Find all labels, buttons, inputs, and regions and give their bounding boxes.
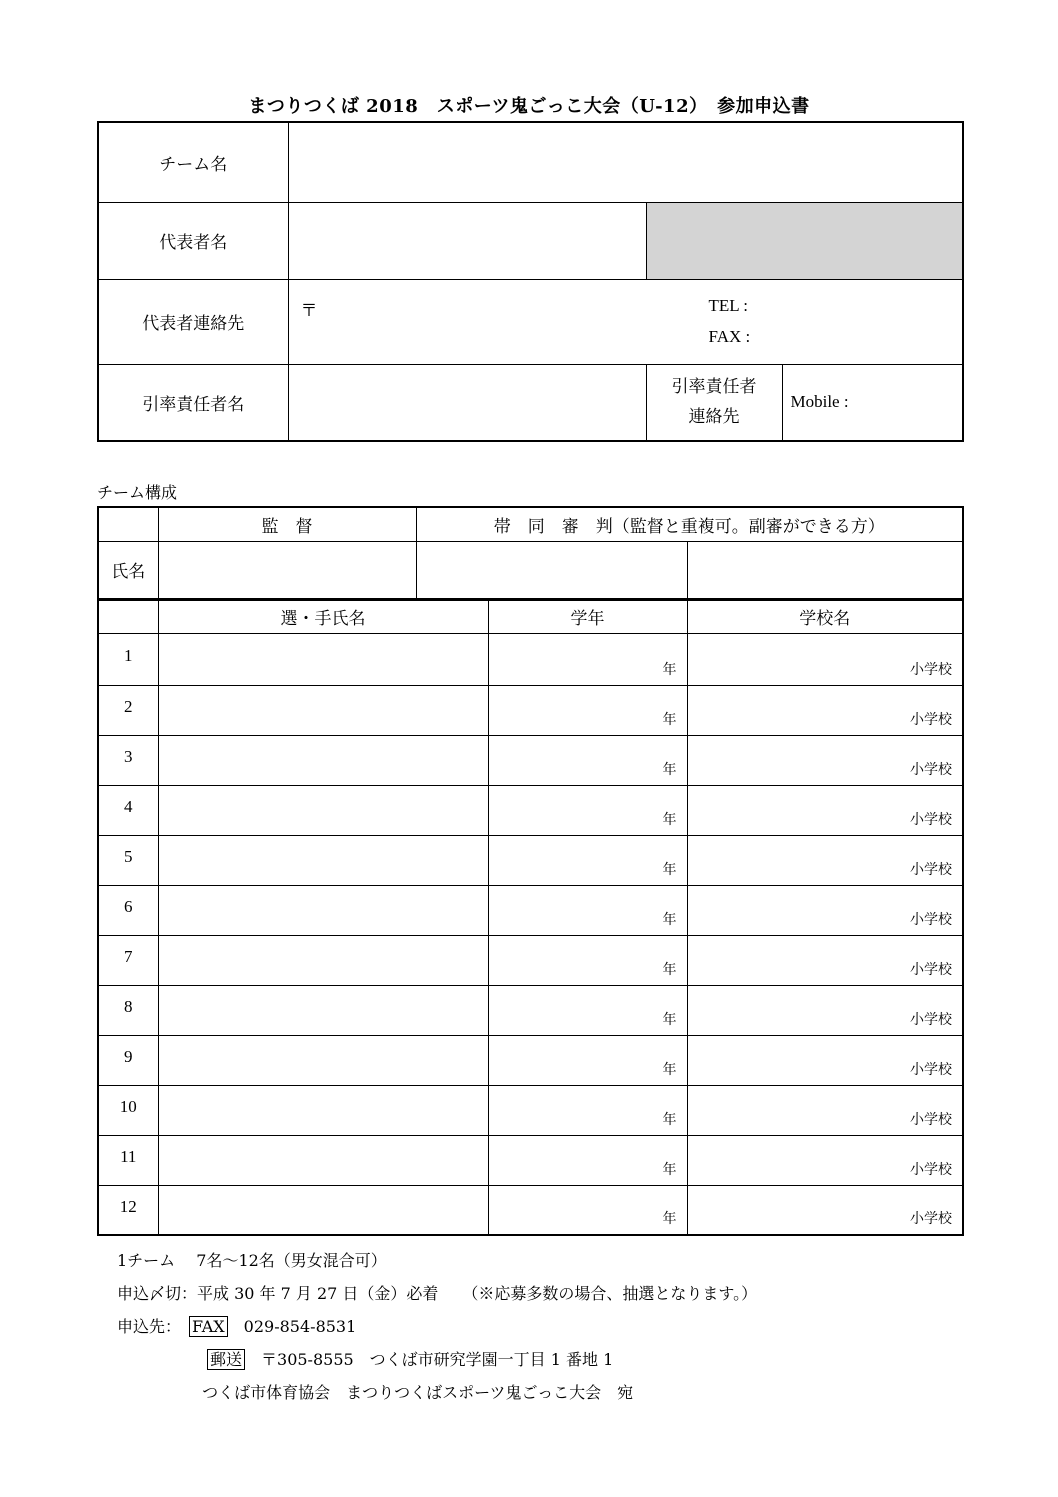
team-name-field[interactable] <box>288 122 963 202</box>
row-number: 8 <box>98 985 158 1035</box>
row-number: 12 <box>98 1185 158 1235</box>
team-size-note: 1チーム 7名～12名（男女混合可） <box>117 1251 387 1270</box>
leader-contact-label <box>646 364 782 441</box>
leader-contact-label-line2: 連絡先 <box>688 407 740 428</box>
leader-name-field[interactable] <box>288 364 646 441</box>
player-name-field[interactable] <box>158 1035 488 1085</box>
grade-suffix: 年 <box>662 1061 677 1078</box>
grade-field[interactable] <box>488 1185 687 1235</box>
grade-suffix: 年 <box>662 1161 677 1178</box>
school-field[interactable] <box>687 735 963 785</box>
referee-header: 帯 同 審 判（監督と重複可。副審ができる方） <box>416 507 963 541</box>
school-field[interactable] <box>687 785 963 835</box>
row-number: 4 <box>98 785 158 835</box>
grade-field[interactable] <box>488 885 687 935</box>
rep-contact-label: 代表者連絡先 <box>98 279 288 364</box>
school-field[interactable] <box>687 1135 963 1185</box>
rep-contact-field[interactable] <box>288 279 963 364</box>
tel-label: TEL : <box>708 295 748 315</box>
submission-label: 申込先： <box>117 1317 190 1336</box>
player-name-field[interactable] <box>158 935 488 985</box>
player-name-field[interactable] <box>158 1185 488 1235</box>
page-title: まつりつくば 2018 スポーツ鬼ごっこ大会（U-12） 参加申込書 <box>248 96 810 117</box>
grade-field[interactable] <box>488 985 687 1035</box>
player-name-field[interactable] <box>158 735 488 785</box>
player-row <box>98 785 963 835</box>
row-number: 10 <box>98 1085 158 1135</box>
submission-line <box>117 1310 757 1343</box>
fax-box: FAX <box>189 1316 228 1337</box>
school-field[interactable] <box>687 935 963 985</box>
team-composition-table <box>97 506 964 1236</box>
name-label: 氏名 <box>98 541 158 599</box>
school-field[interactable] <box>687 1035 963 1085</box>
school-field[interactable] <box>687 685 963 735</box>
player-name-field[interactable] <box>158 1135 488 1185</box>
rep-name-field[interactable] <box>288 202 646 279</box>
team-name-label: チーム名 <box>98 122 288 202</box>
postal-mark: 〒 <box>300 300 318 321</box>
school-suffix: 小学校 <box>910 661 953 678</box>
row-number: 6 <box>98 885 158 935</box>
grade-suffix: 年 <box>662 711 677 728</box>
grade-suffix: 年 <box>662 961 677 978</box>
number-header-cell <box>98 599 158 633</box>
grade-field[interactable] <box>488 835 687 885</box>
coach-name-field[interactable] <box>158 541 416 599</box>
team-composition-label: チーム構成 <box>97 483 178 502</box>
grade-field[interactable] <box>488 1135 687 1185</box>
grade-suffix: 年 <box>662 811 677 828</box>
grade-suffix: 年 <box>662 1111 677 1128</box>
player-name-header: 選・手氏名 <box>158 599 488 633</box>
referee-name-field-2[interactable] <box>687 541 963 599</box>
school-suffix: 小学校 <box>910 861 953 878</box>
player-name-field[interactable] <box>158 1085 488 1135</box>
grade-field[interactable] <box>488 1035 687 1085</box>
player-row <box>98 685 963 735</box>
school-suffix: 小学校 <box>910 711 953 728</box>
fax-label: FAX : <box>708 326 751 346</box>
school-suffix: 小学校 <box>910 1061 953 1078</box>
school-suffix: 小学校 <box>910 911 953 928</box>
grade-field[interactable] <box>488 1085 687 1135</box>
grade-field[interactable] <box>488 935 687 985</box>
grade-header: 学年 <box>488 599 687 633</box>
grade-suffix: 年 <box>662 911 677 928</box>
row-number: 7 <box>98 935 158 985</box>
row-number: 3 <box>98 735 158 785</box>
player-row <box>98 1185 963 1235</box>
row-number: 11 <box>98 1135 158 1185</box>
mail-line <box>117 1343 757 1376</box>
school-suffix: 小学校 <box>910 1211 953 1227</box>
player-row <box>98 1085 963 1135</box>
fax-number: 029-854-8531 <box>227 1317 357 1336</box>
mobile-field[interactable] <box>782 364 963 441</box>
school-suffix: 小学校 <box>910 1011 953 1028</box>
player-row <box>98 1135 963 1185</box>
player-name-field[interactable] <box>158 885 488 935</box>
player-row <box>98 1035 963 1085</box>
leader-contact-label-line1: 引率責任者 <box>671 377 757 398</box>
school-field[interactable] <box>687 985 963 1035</box>
row-number: 9 <box>98 1035 158 1085</box>
grade-field[interactable] <box>488 785 687 835</box>
player-row <box>98 885 963 935</box>
mail-address: 〒305-8555 つくば市研究学園一丁目 1 番地 1 <box>245 1350 614 1369</box>
player-name-field[interactable] <box>158 785 488 835</box>
recipient-note: つくば市体育協会 まつりつくばスポーツ鬼ごっこ大会 宛 <box>117 1383 634 1402</box>
grade-suffix: 年 <box>662 1211 677 1227</box>
grade-suffix: 年 <box>662 661 677 678</box>
school-field[interactable] <box>687 885 963 935</box>
player-row <box>98 935 963 985</box>
row-number: 5 <box>98 835 158 885</box>
leader-name-label: 引率責任者名 <box>98 364 288 441</box>
school-suffix: 小学校 <box>910 761 953 778</box>
grade-field[interactable] <box>488 685 687 735</box>
player-name-field[interactable] <box>158 985 488 1035</box>
player-name-field[interactable] <box>158 835 488 885</box>
coach-header: 監 督 <box>158 507 416 541</box>
player-row <box>98 985 963 1035</box>
school-field[interactable] <box>687 633 963 685</box>
school-suffix: 小学校 <box>910 961 953 978</box>
school-suffix: 小学校 <box>910 811 953 828</box>
mail-box: 郵送 <box>207 1349 245 1370</box>
grade-suffix: 年 <box>662 761 677 778</box>
grade-field[interactable] <box>488 633 687 685</box>
player-row <box>98 633 963 685</box>
row-number: 1 <box>98 633 158 685</box>
deadline-note: 申込〆切：平成 30 年 7 月 27 日（金）必着 （※応募多数の場合、抽選となります。） <box>117 1284 758 1303</box>
corner-cell <box>98 507 158 541</box>
player-row <box>98 735 963 785</box>
mobile-label: Mobile : <box>790 392 849 412</box>
school-field[interactable] <box>687 1085 963 1135</box>
applicant-info-table <box>97 121 964 442</box>
grade-suffix: 年 <box>662 861 677 878</box>
notes <box>117 1244 757 1409</box>
player-name-field[interactable] <box>158 633 488 685</box>
grade-field[interactable] <box>488 735 687 785</box>
school-field[interactable] <box>687 835 963 885</box>
grade-suffix: 年 <box>662 1011 677 1028</box>
referee-name-field-1[interactable] <box>416 541 687 599</box>
shaded-cell <box>646 202 963 279</box>
school-header: 学校名 <box>687 599 963 633</box>
school-suffix: 小学校 <box>910 1111 953 1128</box>
school-field[interactable] <box>687 1185 963 1235</box>
school-suffix: 小学校 <box>910 1161 953 1178</box>
player-name-field[interactable] <box>158 685 488 735</box>
player-row <box>98 835 963 885</box>
row-number: 2 <box>98 685 158 735</box>
rep-name-label: 代表者名 <box>98 202 288 279</box>
